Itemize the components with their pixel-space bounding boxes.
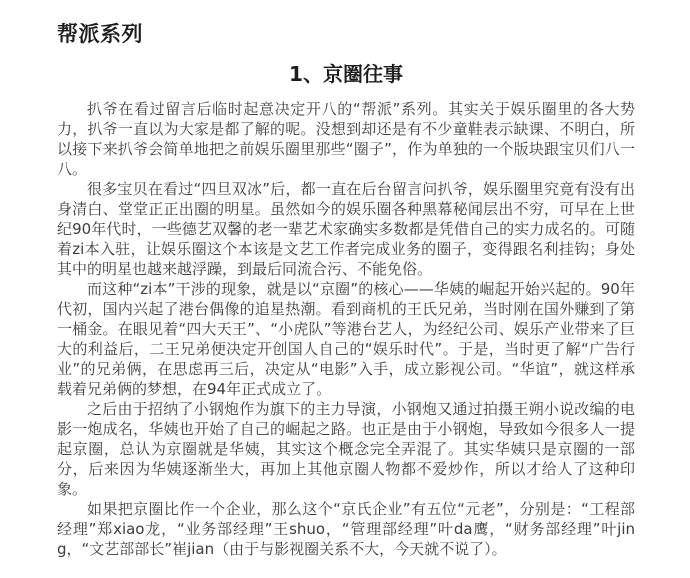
paragraph-jingquan-origin: 而这种“zi本”干涉的现象，就是以“京圈”的核心——华姨的崛起开始兴起的。90年代初，国内兴起了港台偶像的追星热潮。看到商机的王氏兄弟，当时刚在国外赚到了第一桶金。在眼见着“四大天王”、“小虎队”等港台艺人，为经纪公司、娱乐产业带来了巨大的利益后，二王兄弟便决定开创国人自己的“娱乐时代”。于是，当时更了解“广告行业”的兄弟俩，在思虑再三后，决定从“电影”入手，成立影视公司。“华谊”，就这样承载着兄弟俩的梦想，在94年正式成立了。 [57,280,635,398]
paragraph-intro: 扒爷在看过留言后临时起意决定开八的“帮派”系列。其实关于娱乐圈里的各大势力，扒爷一直以为大家是都了解的呢。没想到却还是有不少童鞋表示缺课、不明白，所以接下来扒爷会简单地把之前娱乐圈里那些“圈子”，作为单独的一个版块跟宝贝们八一八。 [57,100,635,178]
series-heading: 帮派系列 [57,22,143,46]
paragraph-five-elders: 如果把京圈比作一个企业，那么这个“京氏企业”有五位“元老”，分别是：“工程部经理”郑xiao龙，“业务部经理”王shuo，“管理部经理”叶da鹰，“财务部经理”叶jing，“文艺部部长”崔jian（由于与影视圈关系不大，今天就不说了）。 [57,500,635,558]
section-title: 1、京圈往事 [289,62,403,86]
article-body [57,99,635,559]
paragraph-huayi-rise: 之后由于招纳了小钢炮作为旗下的主力导演，小钢炮又通过拍摄王朔小说改编的电影一炮成名，华姨也开始了自己的崛起之路。也正是由于小钢炮，导致如今很多人一提起京圈，总认为京圈就是华姨，其实这个概念完全弄混了。其实华姨只是京圈的一部分，后来因为华姨逐渐坐大，再加上其他京圈人物都不爱炒作，所以才给人了这种印象。 [57,400,635,498]
paragraph-background: 很多宝贝在看过“四旦双冰”后，都一直在后台留言问扒爷，娱乐圈里究竟有没有出身清白、堂堂正正出圈的明星。虽然如今的娱乐圈各种黑幕秘闻层出不穷，可早在上世纪90年代时，一些德艺双馨的老一辈艺术家确实多数都是凭借自己的实力成名的。可随着zi本入驻，让娱乐圈这个本该是文艺工作者完成业务的圈子，变得跟名利挂钩；身处其中的明星也越来越浮躁，到最后同流合污、不能免俗。 [57,180,635,278]
